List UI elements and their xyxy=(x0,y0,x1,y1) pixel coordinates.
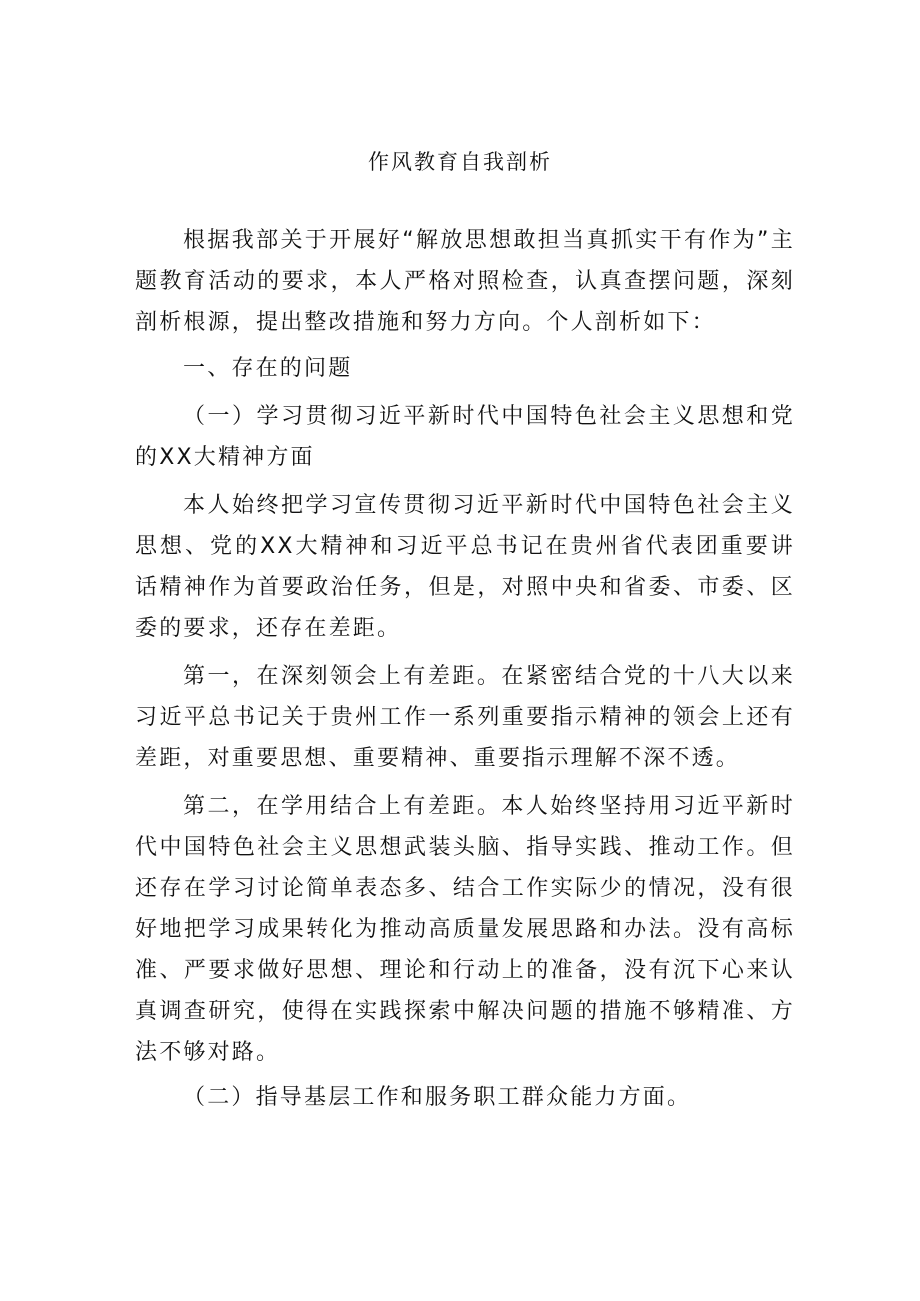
study-overview-paragraph: 本人始终把学习宣传贯彻习近平新时代中国特色社会主义思想、党的XX大精神和习近平总书记在贵州省代表团重要讲话精神作为首要政治任务，但是，对照中央和省委、市委、区委的要求，还存在差距。 xyxy=(135,493,795,641)
subsection-heading-study: （一）学习贯彻习近平新时代中国特色社会主义思想和党的XX大精神方面 xyxy=(135,404,795,470)
section-heading-problems: 一、存在的问题 xyxy=(183,356,353,381)
document-title: 作风教育自我剖析 xyxy=(368,150,552,174)
intro-paragraph: 根据我部关于开展好“解放思想敢担当真抓实干有作为”主题教育活动的要求，本人严格对照检查，认真查摆问题，深刻剖析根源，提出整改措施和努力方向。个人剖析如下： xyxy=(135,228,795,335)
first-gap-paragraph: 第一，在深刻领会上有差距。在紧密结合党的十八大以来习近平总书记关于贵州工作一系列重要指示精神的领会上还有差距，对重要思想、重要精神、重要指示理解不深不透。 xyxy=(135,664,795,771)
second-gap-paragraph: 第二，在学用结合上有差距。本人始终坚持用习近平新时代中国特色社会主义思想武装头脑、指导实践、推动工作。但还存在学习讨论简单表态多、结合工作实际少的情况，没有很好地把学习成果转化为推动高质量发展思路和办法。没有高标准、严要求做好思想、理论和行动上的准备，没有沉下心来认真调查研究，使得在实践探索中解决问题的措施不够精准、方法不够对路。 xyxy=(135,794,795,1065)
subsection-heading-service: （二）指导基层工作和服务职工群众能力方面。 xyxy=(183,1085,692,1110)
document-body xyxy=(135,220,795,1118)
